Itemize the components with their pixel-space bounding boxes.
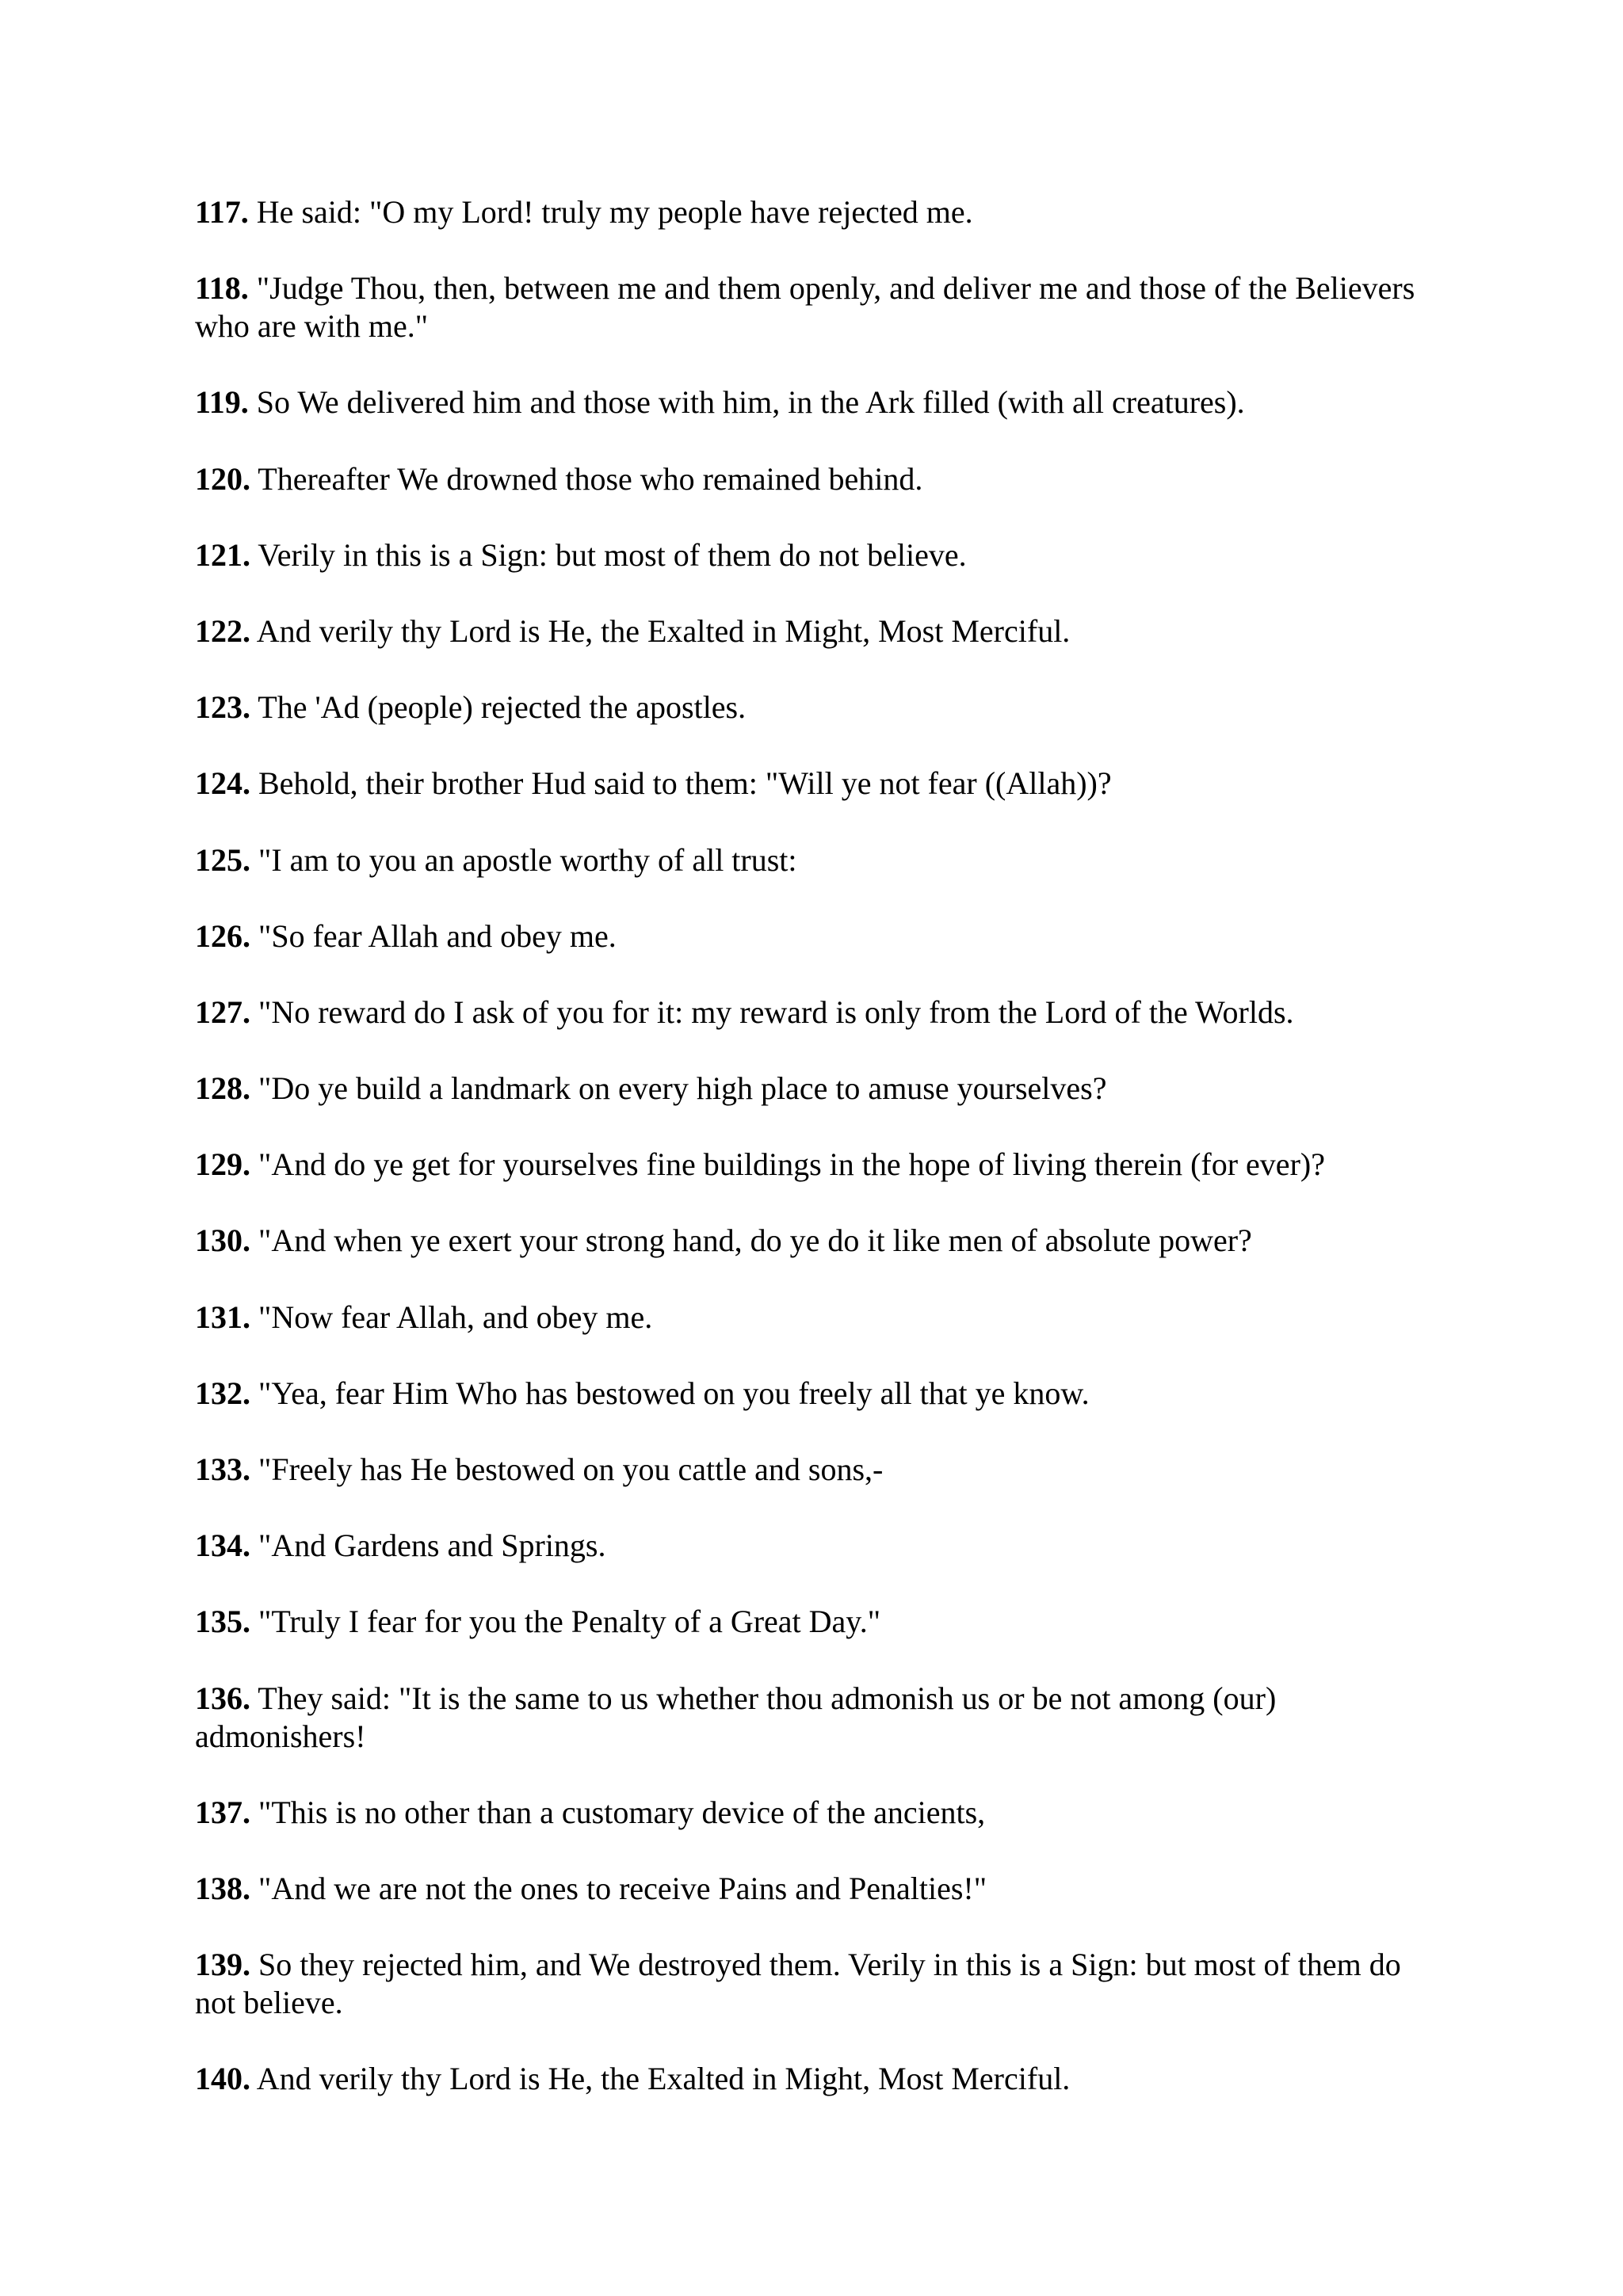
verse-123 (195, 688, 1431, 727)
verse-list (195, 193, 1431, 2137)
verse-118 (195, 269, 1431, 345)
verse-117 (195, 193, 1431, 231)
verse-number: 125. (195, 841, 250, 878)
verse-number: 139. (195, 1947, 250, 1983)
verse-number: 124. (195, 765, 250, 802)
verse-text: He said: "O my Lord! truly my people have rejected me. (256, 194, 973, 230)
verse-number: 135. (195, 1604, 250, 1640)
verse-number: 117. (195, 194, 249, 230)
verse-text: "And Gardens and Springs. (258, 1527, 606, 1564)
verse-number: 120. (195, 460, 250, 497)
verse-140 (195, 2060, 1431, 2098)
verse-number: 126. (195, 917, 250, 954)
verse-number: 130. (195, 1222, 250, 1259)
verse-number: 127. (195, 994, 250, 1030)
verse-133 (195, 1451, 1431, 1489)
verse-text: "Freely has He bestowed on you cattle and sons,- (258, 1451, 884, 1487)
verse-number: 137. (195, 1794, 250, 1830)
verse-text: "This is no other than a customary device of the ancients, (258, 1794, 986, 1830)
verse-134 (195, 1527, 1431, 1565)
verse-text: "Yea, fear Him Who has bestowed on you freely all that ye know. (258, 1375, 1090, 1411)
verse-text: They said: "It is the same to us whether thou admonish us or be not among (our) admonishers! (195, 1680, 1277, 1754)
verse-137 (195, 1794, 1431, 1832)
verse-number: 132. (195, 1375, 250, 1411)
verse-131 (195, 1299, 1431, 1337)
verse-number: 128. (195, 1070, 250, 1107)
verse-129 (195, 1146, 1431, 1184)
verse-text: "And when ye exert your strong hand, do ye do it like men of absolute power? (258, 1222, 1252, 1259)
verse-text: Thereafter We drowned those who remained behind. (258, 460, 923, 497)
verse-128 (195, 1070, 1431, 1108)
verse-119 (195, 383, 1431, 421)
verse-text: And verily thy Lord is He, the Exalted in Might, Most Merciful. (256, 2061, 1071, 2097)
verse-number: 123. (195, 689, 250, 726)
verse-number: 138. (195, 1870, 250, 1906)
verse-text: So We delivered him and those with him, in the Ark filled (with all creatures). (256, 384, 1245, 421)
verse-number: 140. (195, 2061, 250, 2097)
verse-136 (195, 1680, 1431, 1756)
verse-text: So they rejected him, and We destroyed them. Verily in this is a Sign: but most of them do not believe. (195, 1947, 1401, 2021)
verse-text: "Now fear Allah, and obey me. (258, 1299, 653, 1335)
verse-number: 131. (195, 1299, 250, 1335)
verse-number: 119. (195, 384, 249, 421)
verse-number: 122. (195, 612, 250, 649)
verse-122 (195, 612, 1431, 650)
verse-text: "Judge Thou, then, between me and them openly, and deliver me and those of the Believers who are with me." (195, 270, 1415, 345)
verse-text: "No reward do I ask of you for it: my reward is only from the Lord of the Worlds. (258, 994, 1294, 1030)
verse-text: "And we are not the ones to receive Pains and Penalties!" (258, 1870, 987, 1906)
verse-text: "And do ye get for yourselves fine buildings in the hope of living therein (for ever)? (258, 1146, 1325, 1183)
verse-number: 129. (195, 1146, 250, 1183)
verse-text: "Do ye build a landmark on every high place to amuse yourselves? (258, 1070, 1107, 1107)
verse-120 (195, 460, 1431, 498)
verse-135 (195, 1603, 1431, 1641)
verse-text: And verily thy Lord is He, the Exalted in Might, Most Merciful. (256, 612, 1071, 649)
verse-text: The 'Ad (people) rejected the apostles. (258, 689, 747, 726)
verse-number: 121. (195, 536, 250, 573)
verse-132 (195, 1375, 1431, 1413)
verse-127 (195, 994, 1431, 1032)
verse-138 (195, 1870, 1431, 1908)
verse-text: Behold, their brother Hud said to them: "Will ye not fear ((Allah))? (258, 765, 1112, 802)
verse-number: 134. (195, 1527, 250, 1564)
verse-number: 136. (195, 1680, 250, 1716)
verse-text: "I am to you an apostle worthy of all trust: (258, 841, 797, 878)
verse-number: 118. (195, 270, 249, 307)
verse-text: "So fear Allah and obey me. (258, 917, 617, 954)
verse-number: 133. (195, 1451, 250, 1487)
verse-124 (195, 765, 1431, 803)
verse-text: "Truly I fear for you the Penalty of a Great Day." (258, 1604, 881, 1640)
verse-130 (195, 1222, 1431, 1260)
verse-125 (195, 841, 1431, 879)
verse-126 (195, 917, 1431, 955)
verse-text: Verily in this is a Sign: but most of them do not believe. (258, 536, 967, 573)
verse-139 (195, 1946, 1431, 2022)
verse-121 (195, 536, 1431, 574)
